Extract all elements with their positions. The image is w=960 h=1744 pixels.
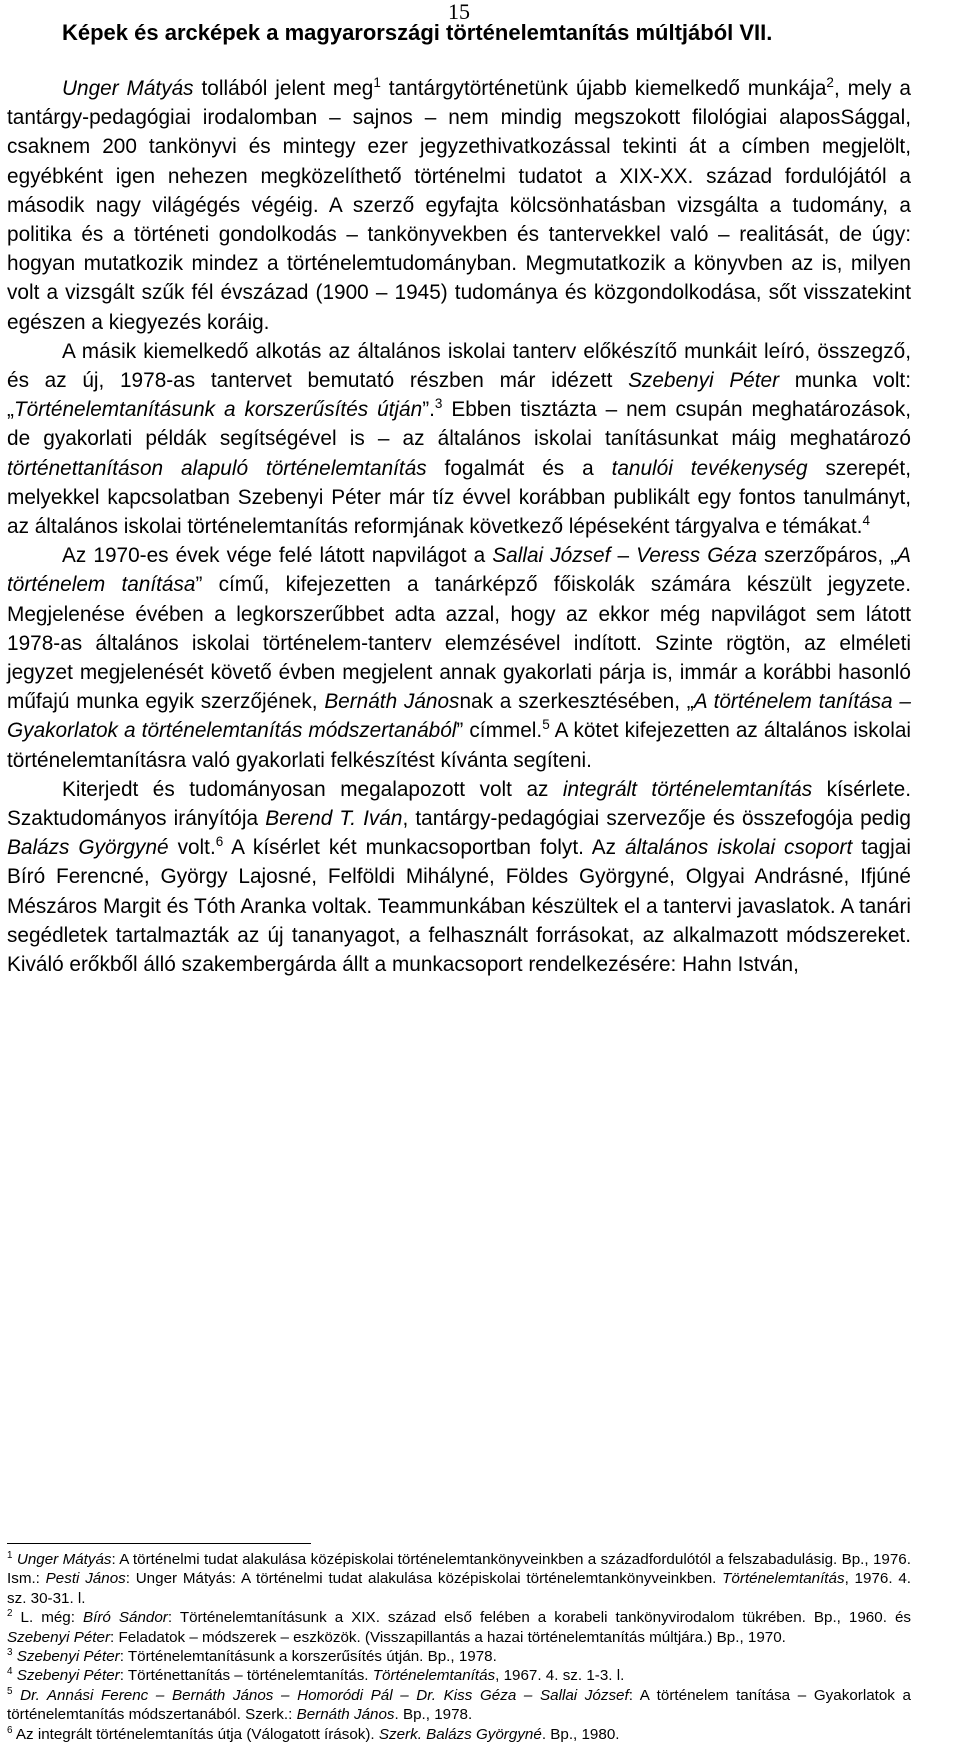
footnote [7, 1647, 911, 1666]
footnote-reference: 6 [7, 1724, 13, 1736]
text-run: : Történelemtanításunk a XIX. század első felében a korabeli tankönyvirodalom tükrében. Bp., 1960. és [167, 1609, 911, 1627]
text-run: : Unger Mátyás: A történelmi tudat alakulása középiskolai történelemtankönyveinkben. [125, 1570, 723, 1588]
italic-text-run: integrált történelemtanítás [562, 777, 813, 801]
text-run: : Feladatok – módszerek – eszközök. (Visszapillantás a hazai történelemtanítás múltjára.) Bp., 1970. [110, 1628, 786, 1646]
text-run: volt. [168, 836, 216, 860]
footnote [7, 1550, 911, 1608]
text-run: . Bp., 1980. [541, 1725, 620, 1743]
italic-text-run: Bíró Sándor [83, 1609, 168, 1627]
text-run: L. még: [12, 1609, 83, 1627]
footnotes [7, 1550, 911, 1744]
text-run: Kiterjedt és tudományosan megalapozott volt az [62, 777, 563, 801]
text-run: kísérlete. Szaktudományos irányítója [7, 777, 911, 831]
text-run: ” címmel. [456, 719, 543, 743]
italic-text-run: Szebenyi Péter [7, 1628, 110, 1646]
text-run: A másik kiemelkedő alkotás az általános iskolai tanterv előkészítő munkáit leíró, összegző, és az új, 1978-as tantervet bemutató részben már idézett [7, 339, 911, 393]
footnote-reference: 2 [7, 1608, 13, 1620]
footnote [7, 1686, 911, 1725]
text-run: Az 1970-es évek vége felé látott napvilágot a [62, 544, 493, 568]
italic-text-run: Szebenyi Péter [16, 1648, 120, 1666]
text-run: , tantárgy-pedagógiai szervezője és összefogója pedig [402, 807, 911, 831]
text-run [13, 1687, 21, 1704]
text-run: tollából jelent meg [193, 77, 374, 100]
italic-text-run: Unger Mátyás [16, 1551, 112, 1568]
text-run: szerzőpáros, „ [756, 544, 898, 568]
text-run: , mely a tantárgy-pedagógiai irodalomban – sajnos – nem mindig megszokott filológiai alaposSággal, csaknem 200 tankönyvi és mintegy ezer jegyzethivatkozással tekinti át a címben megjelölt, egyébként igen nehezen megközelíthető történelmi tudatot a XIX-XX. század fordulójától a második nagy világégés végéig. A szerző egyfajta kölcsönhatásban vizsgálta a tudomány, a politika és a történeti gondolkodás – tankönyvekben és tantervekkel való – realitását, de úgy: hogyan mutatkozik mindez a történelemtudományban. Megmutatkozik a könyvben az is, milyen volt a vizsgált szűk fél évszázad (1900 – 1945) tudománya és közgondolkodása, sőt visszatekint egészen a kiegyezés koráig. [7, 77, 911, 334]
italic-text-run: Pesti János [45, 1570, 126, 1588]
text-run: munka volt: „ [7, 369, 911, 422]
text-run: ” című, kifejezetten a tanárképző főiskolák számára készült jegyzete. Megjelenése évében a legkorszerűbbet adta azzal, hogy az ekkor még napvilágot sem látott 1978-as általános iskolai történelem-tanterv elemzésével indított. Szinte rögtön, az elméleti jegyzet megjelenését követő évben megjelent annak gyakorlati párja is, immár a korábbi hasonló műfajú munka egyik szerzőjének, [7, 573, 911, 714]
body-paragraph [7, 337, 911, 541]
text-run: ”. [422, 398, 435, 422]
body-paragraph [7, 541, 911, 775]
text-run: Ebben tisztázta – nem csupán meghatározások, de gyakorlati példák segítségével is – az általános iskolai tanításunkat máig meghatározó [7, 398, 912, 451]
italic-text-run: Bernáth János [324, 690, 460, 714]
footnote-reference: 1 [7, 1549, 13, 1561]
text-run: A kötet kifejezetten az általános iskolai történelemtanításra való gyakorlati felkészítést kívánta segíteni. [7, 719, 912, 772]
page-title: Képek és arcképek a magyarországi történelemtanítás múltjából VII. [62, 20, 773, 45]
text-run: : A történelmi tudat alakulása középiskolai történelemtankönyveinkben a századfordulótól a felszabadulásig. Bp., 1976. Ism.: [7, 1551, 911, 1588]
italic-text-run: Unger Mátyás [62, 77, 194, 100]
text-run: szerepét, melyekkel kapcsolatban Szebenyi Péter már tíz évvel korábban publikált egy fontos tanulmányt, az általános iskolai történelemtanítás reformjának következő lépéseként tárgyalva e témákat. [7, 456, 911, 539]
footnote [7, 1725, 911, 1744]
footnote-reference: 1 [373, 75, 381, 91]
body-paragraph [7, 74, 911, 337]
text-run: : A történelem tanítása – Gyakorlatok a történelemtanítás módszertanából. Szerk.: [7, 1686, 911, 1724]
body-paragraph [7, 775, 911, 979]
text-run: , 1976. 4. sz. 30-31. l. [7, 1570, 911, 1607]
footnote [7, 1608, 911, 1647]
body-text [7, 74, 911, 979]
footnote-reference: 5 [7, 1685, 13, 1697]
text-run: – [610, 544, 637, 568]
italic-text-run: Történelemtanítás [722, 1570, 845, 1588]
text-run: . Bp., 1978. [394, 1706, 473, 1724]
footnote-reference: 2 [826, 75, 834, 91]
text-run: , 1967. 4. sz. 1-3. l. [495, 1667, 625, 1685]
italic-text-run: A történelem tanítása – Gyakorlatok a történelemtanítás módszertanából [7, 690, 911, 743]
text-run: tantárgytörténetünk újabb kiemelkedő munkája [380, 77, 827, 100]
italic-text-run: Szerk. Balázs Györgyné [378, 1725, 542, 1743]
italic-text-run: A történelem tanítása [7, 544, 912, 597]
italic-text-run: Szebenyi Péter [16, 1667, 120, 1685]
italic-text-run: általános iskolai csoport [625, 836, 853, 860]
footnote-reference: 4 [862, 513, 870, 529]
footnote [7, 1666, 911, 1685]
text-run: : Történettanítás – történelemtanítás. [119, 1667, 373, 1685]
italic-text-run: történettanításon alapuló történelemtanítás [7, 456, 427, 480]
text-run: tagjai Bíró Ferencné, György Lajosné, Felföldi Mihályné, Földes Györgyné, Olgyai Andrásné, Ifjúné Mészáros Margit és Tóth Aranka voltak. Teammunkában készültek el a tantervi javaslatok. A tanári segédletek tartalmazták az új tananyagot, a felhasznált forrásokat, az alkalmazott módszereket. Kiváló erőkből álló szakembergárda állt a munkacsoport rendelkezésére: Hahn István, [7, 836, 911, 977]
footnote-reference: 3 [7, 1646, 13, 1658]
italic-text-run: Bernáth János [296, 1706, 395, 1724]
italic-text-run: Dr. Annási Ferenc – Bernáth János – Homoródi Pál – Dr. Kiss Géza – Sallai József [20, 1686, 629, 1704]
footnote-reference: 4 [7, 1666, 13, 1678]
italic-text-run: Berend T. Iván [265, 807, 403, 831]
italic-text-run: Szebenyi Péter [628, 369, 780, 393]
text-run: Az integrált történelemtanítás útja (Válogatott írások). [12, 1725, 379, 1743]
footnote-reference: 3 [434, 396, 443, 412]
text-run: fogalmát és a [426, 456, 612, 480]
page-number: 15 [448, 0, 470, 24]
italic-text-run: Veress Géza [636, 544, 757, 568]
footnote-divider [7, 1543, 311, 1544]
text-run: A kísérlet két munkacsoportban folyt. Az [223, 836, 626, 860]
italic-text-run: tanulói tevékenység [611, 456, 808, 480]
footnote-reference: 6 [215, 834, 224, 850]
italic-text-run: Sallai József [492, 544, 611, 568]
text-run: nak a szerkesztésében, „ [459, 690, 694, 714]
italic-text-run: Történelemtanítás [372, 1667, 496, 1685]
italic-text-run: Történelemtanításunk a korszerűsítés útján [13, 398, 423, 422]
text-run: : Történelemtanításunk a korszerűsítés útján. Bp., 1978. [119, 1648, 497, 1666]
footnote-reference: 5 [542, 717, 550, 733]
italic-text-run: Balázs Györgyné [7, 836, 169, 860]
